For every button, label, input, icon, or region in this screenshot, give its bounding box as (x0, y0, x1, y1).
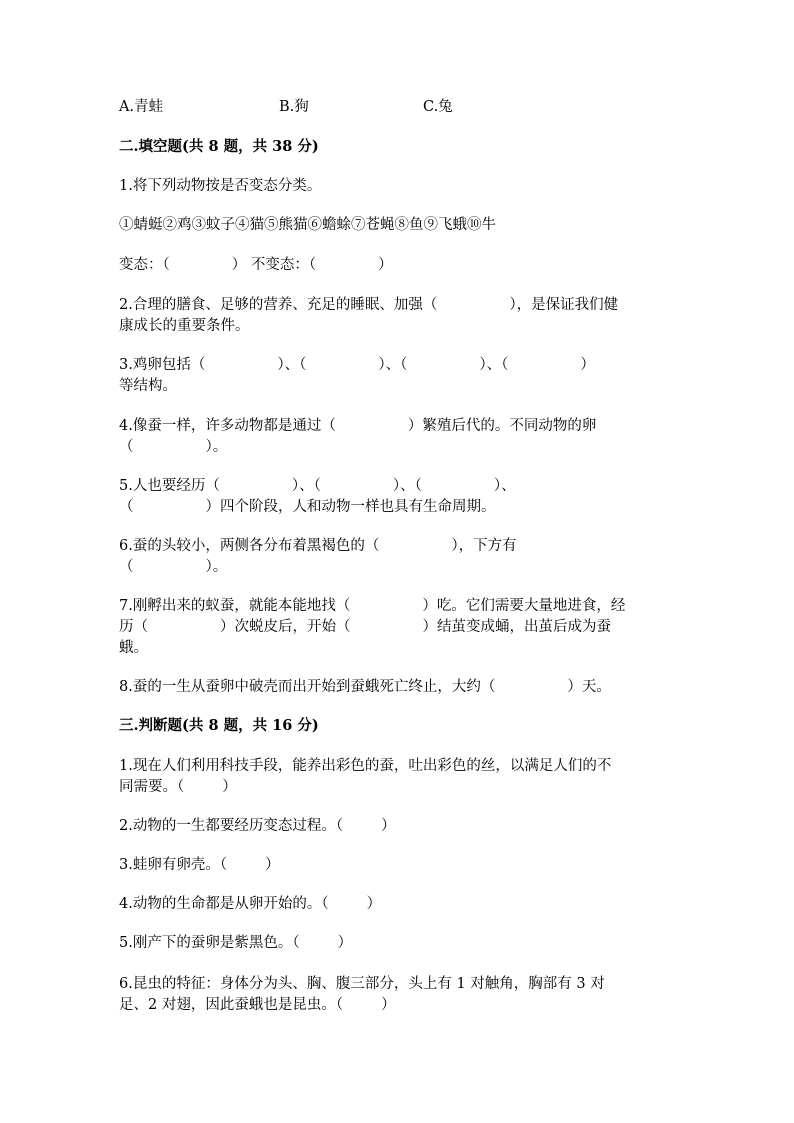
s2-q4-line2 (119, 437, 227, 457)
s2-q3-text-b: ）、（ (277, 357, 307, 373)
s2-q5-text-f: ）四个阶段，人和动物一样也具有生命周期。 (205, 499, 496, 515)
s2-q1-line2: ①蜻蜓②鸡③蚊子④猫⑤熊猫⑥蟾蜍⑦苍蝇⑧鱼⑨飞蛾⑩牛 (119, 217, 496, 233)
s2-q6-line2 (119, 557, 227, 577)
s2-q2-text-a: 2.合理的膳食、足够的营养、充足的睡眠、加强（ (119, 297, 438, 313)
s3-q6-line1: 6.昆虫的特征：身体分为头、胸、腹三部分，头上有 1 对触角，胸部有 3 对 (119, 976, 605, 992)
s2-q4-text-d: ）。 (205, 439, 228, 455)
s2-q7-text-e: ）结茧变成蛹，出茧后成为蚕 (422, 619, 611, 635)
s3-q5-text-b: ） (337, 935, 353, 951)
s2-q7-text-b: ）吃。它们需要大量地进食，经 (422, 598, 626, 614)
s2-q6-text-a: 6.蚕的头较小，两侧各分布着黑褐色的（ (119, 538, 380, 554)
s2-q6-text-c: （ (119, 559, 134, 575)
s2-q8-text-b: ）天。 (567, 679, 611, 695)
s2-q7-text-a: 7.刚孵出来的蚁蚕，就能本能地找（ (119, 598, 351, 614)
s2-q6-line1 (119, 536, 517, 556)
s2-q5-text-d: ）、 (493, 478, 516, 494)
s3-q4-text-a: 4.动物的生命都是从卵开始的。（ (119, 896, 329, 912)
s2-q5-line2 (119, 497, 496, 517)
s2-q2-text-b: ），是保证我们健 (509, 297, 619, 313)
s2-q4-text-c: （ (119, 439, 134, 455)
s3-q3-text-a: 3.蛙卵有卵壳。（ (119, 857, 228, 873)
s2-q1-end: ） (378, 257, 393, 273)
s3-q1-line1: 1.现在人们利用科技手段，能养出彩色的蚕，吐出彩色的丝，以满足人们的不 (119, 758, 612, 774)
s3-q2-line (119, 816, 396, 836)
s2-q6-text-d: ）。 (205, 559, 228, 575)
s3-q1-text-a: 同需要。（ (119, 779, 185, 795)
s3-q4-line (119, 894, 381, 914)
s2-q7-line3: 蛾。 (119, 640, 148, 656)
option-c: C.兔 (423, 99, 453, 115)
s3-q1-line2 (119, 777, 237, 797)
s3-q2-text-a: 2.动物的一生都要经历变态过程。（ (119, 818, 344, 834)
s3-q3-text-b: ） (265, 857, 280, 873)
s2-q1-biantai: 变态：（ (119, 257, 170, 273)
s2-q4-text-a: 4.像蚕一样，许多动物都是通过（ (119, 418, 336, 434)
s2-q1-bubiantai: ） 不变态：（ (231, 257, 317, 273)
s2-q7-line1 (119, 596, 625, 616)
s3-q6-line2 (119, 995, 396, 1015)
s2-q8-line1 (119, 677, 611, 697)
s2-q5-text-c: ）、（ (392, 478, 422, 494)
s3-q1-text-b: ） (222, 779, 237, 795)
option-b: B.狗 (279, 99, 309, 115)
s2-q6-text-b: ），下方有 (451, 538, 517, 554)
s2-q7-text-d: ）次蜕皮后，开始（ (220, 619, 351, 635)
option-a: A.青蛙 (119, 99, 164, 115)
s2-q5-line1 (119, 476, 516, 496)
s3-q4-text-b: ） (366, 896, 382, 912)
s2-q2-line1 (119, 295, 618, 315)
s3-q5-text-a: 5.刚产下的蚕卵是紫黑色。（ (119, 935, 300, 951)
s2-q3-text-d: ）、（ (479, 357, 509, 373)
s3-q6-text-a: 足、2 对翅，因此蚕蛾也是昆虫。（ (119, 997, 344, 1013)
s2-q2-line2: 康成长的重要条件。 (119, 318, 250, 334)
s2-q3-text-e: ） (580, 357, 595, 373)
s3-q5-line (119, 933, 352, 953)
s2-q4-line1 (119, 416, 596, 436)
s2-q1-answer-line (119, 255, 393, 275)
s2-q4-text-b: ）繁殖后代的。不同动物的卵 (407, 418, 597, 434)
s2-q8-text-a: 8.蚕的一生从蚕卵中破壳而出开始到蚕蛾死亡终止，大约（ (119, 679, 496, 695)
s2-q5-text-a: 5.人也要经历（ (119, 478, 220, 494)
s2-q7-line2 (119, 617, 611, 637)
s2-q3-text-c: ）、（ (378, 357, 408, 373)
s2-q5-text-b: ）、（ (291, 478, 321, 494)
s3-q6-text-b: ） (381, 997, 396, 1013)
s2-q3-line1 (119, 355, 595, 375)
s2-q3-line2: 等结构。 (119, 378, 177, 394)
s2-q3-text-a: 3.鸡卵包括（ (119, 357, 206, 373)
section3-title: 三.判断题(共 8 题，共 16 分) (119, 717, 319, 734)
s2-q1-line1: 1.将下列动物按是否变态分类。 (119, 178, 322, 194)
s2-q7-text-c: 历（ (119, 619, 148, 635)
s2-q5-text-e: （ (119, 499, 134, 515)
s3-q2-text-b: ） (381, 818, 396, 834)
s3-q3-line (119, 855, 280, 875)
section2-title: 二.填空题(共 8 题，共 38 分) (119, 138, 319, 155)
